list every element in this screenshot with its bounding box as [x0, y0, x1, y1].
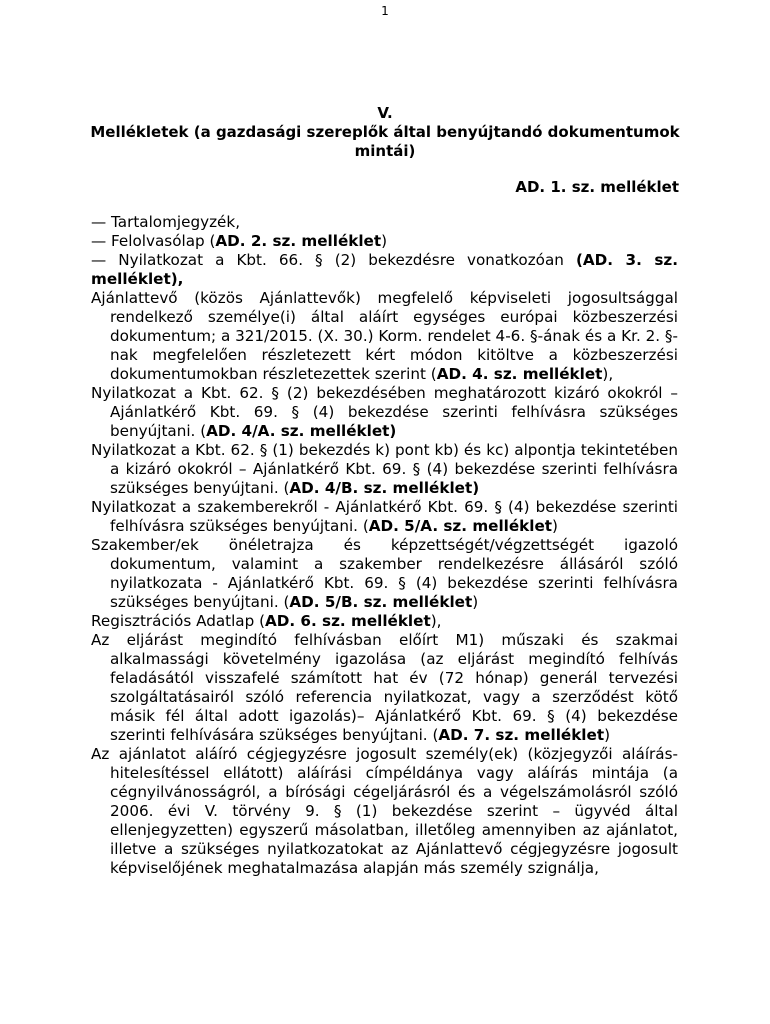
annex-label: AD. 1. sz. melléklet [515, 178, 679, 196]
page-title: Mellékletek (a gazdasági szereplők által benyújtandó dokumentumok mintái) [90, 123, 680, 160]
list-item: Az eljárást megindító felhívásban előírt M1) műszaki és szakmai alkalmassági követelmény igazolása (az eljárást megindító felhívás feladásától visszafelé számított hat év (72 hónap) generál tervezési szolgáltatásairól szóló referencia nyilatkozat, vagy a szerződést kötő másik fél által adott igazolás)– Ajánlatkérő Kbt. 69. § (4) bekezdése szerinti felhívására szükséges benyújtani. (AD. 7. sz. melléklet) [91, 631, 678, 744]
list-item: Nyilatkozat a szakemberekről - Ajánlatkérő Kbt. 69. § (4) bekezdése szerinti felhívásra szükséges benyújtani. (AD. 5/A. sz. melléklet) [91, 498, 678, 535]
list-item: Szakember/ek önéletrajza és képzettségét/végzettségét igazoló dokumentum, valamint a szakember rendelkezésre állásáról szóló nyilatkozata - Ajánlatkérő Kbt. 69. § (4) bekezdése szerinti felhívásra szükséges benyújtani. (AD. 5/B. sz. melléklet) [91, 536, 678, 611]
list-item: Nyilatkozat a Kbt. 62. § (2) bekezdésében meghatározott kizáró okokról – Ajánlatkérő Kbt. 69. § (4) bekezdése szerinti felhívásra szükséges benyújtani. (AD. 4/A. sz. melléklet) [91, 384, 678, 440]
page-number: 1 [381, 4, 389, 18]
list-item: Ajánlattevő (közös Ajánlattevők) megfelelő képviseleti jogosultsággal rendelkező személye(i) által aláírt egységes európai közbeszerzési dokumentum; a 321/2015. (X. 30.) Korm. rendelet 4-6. §-ának és a Kr. 2. §-nak megfelelően részletezett kért módon kitöltve a közbeszerzési dokumentumokban részletezettek szerint (AD. 4. sz. melléklet), [91, 289, 679, 383]
list-item: — Felolvasólap (AD. 2. sz. melléklet) [91, 232, 388, 250]
list-item: — Nyilatkozat a Kbt. 66. § (2) bekezdésre vonatkozóan (AD. 3. sz. melléklet), [91, 251, 678, 288]
list-item: Az ajánlatot aláíró cégjegyzésre jogosult személy(ek) (közjegyzői aláírás-hitelesítéssel ellátott) aláírási címpéldánya vagy aláírás mintája (a cégnyilvánosságról, a bírósági cégeljárásról és a végelszámolásról szóló 2006. évi V. törvény 9. § (1) bekezdése szerint – ügyvéd által ellenjegyzetten) egyszerű másolatban, illetőleg amennyiben az ajánlatot, illetve a szükséges nyilatkozatokat az Ajánlattevő cégjegyzésre jogosult képviselőjének meghatalmazása alapján más személy szignálja, [91, 745, 678, 877]
list-item: Nyilatkozat a Kbt. 62. § (1) bekezdés k) pont kb) és kc) alpontja tekintetében a kizáró okokról – Ajánlatkérő Kbt. 69. § (4) bekezdése szerinti felhívásra szükséges benyújtani. (AD. 4/B. sz. melléklet) [91, 441, 678, 497]
section-number: V. [377, 104, 393, 122]
list-item: Regisztrációs Adatlap (AD. 6. sz. melléklet), [91, 612, 442, 630]
list-item: — Tartalomjegyzék, [91, 213, 241, 231]
annex-list [91, 213, 678, 878]
